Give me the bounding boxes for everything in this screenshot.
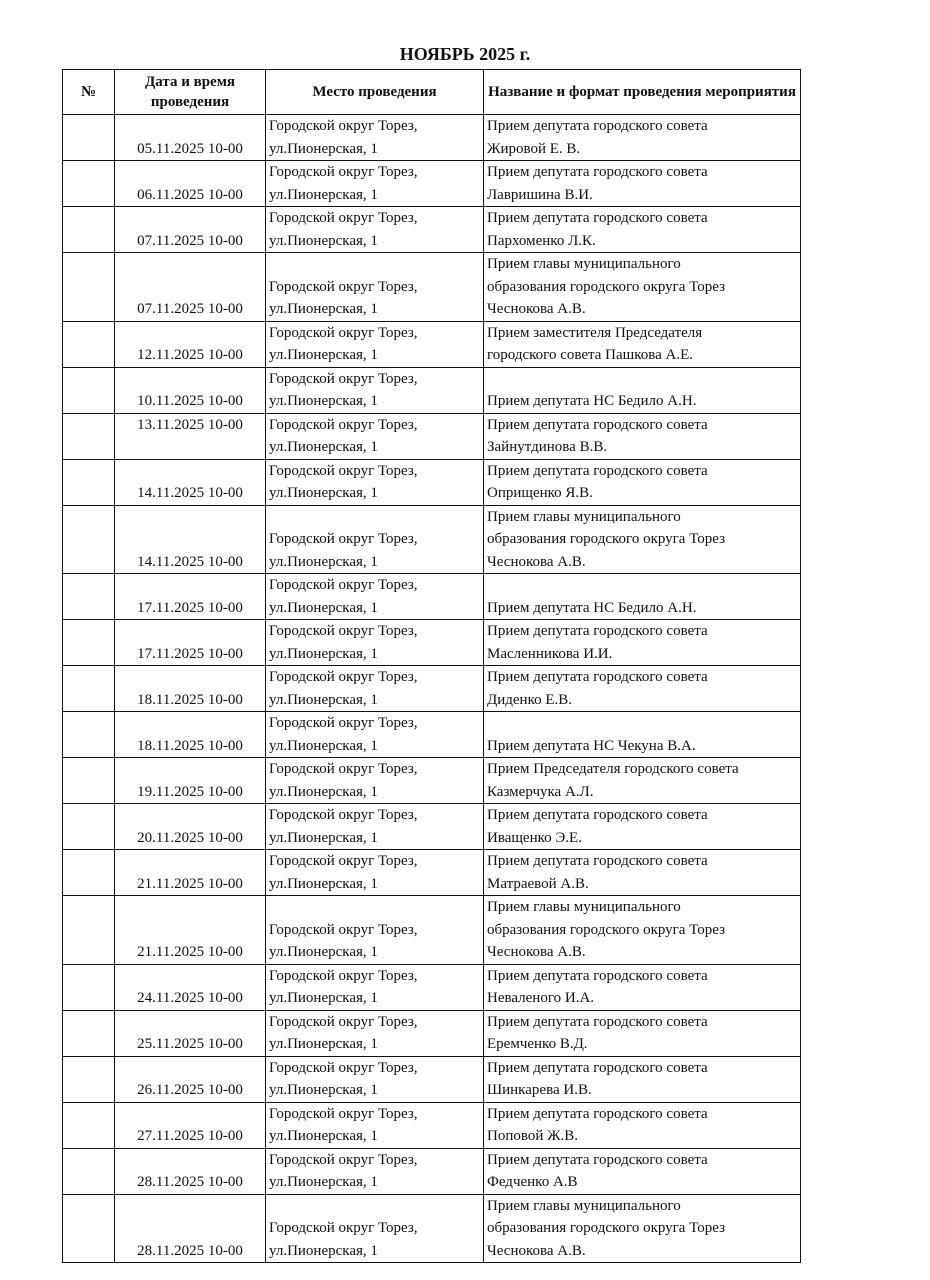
place-line: Городской округ Торез, [269,462,418,479]
row-event [484,253,801,322]
row-event [484,712,801,758]
row-date: 17.11.2025 10-00 [115,620,266,666]
row-date: 07.11.2025 10-00 [115,253,266,322]
row-place [266,1194,484,1263]
row-event [484,321,801,367]
event-line: Прием депутата городского совета [487,1013,708,1030]
row-event [484,207,801,253]
event-line: Чеснокова А.В. [487,301,586,317]
event-line: Чеснокова А.В. [487,944,586,960]
place-line: Городской округ Торез, [269,715,418,731]
row-number [63,1148,115,1194]
place-line: Городской округ Торез, [269,531,418,547]
place-line: Городской округ Торез, [269,623,418,639]
event-line: Оприщенко Я.В. [487,485,593,501]
row-event [484,1010,801,1056]
event-line: Прием депутата городского совета [487,807,708,823]
event-line: Еремченко В.Д. [487,1036,588,1052]
event-line: Прием депутата городского совета [487,853,708,869]
place-line: Городской округ Торез, [269,118,418,134]
row-event [484,161,801,207]
row-place [266,413,484,459]
event-line: Прием депутата городского совета [487,1151,708,1168]
event-line: Прием депутата городского совета [487,967,708,984]
event-line: Прием депутата городского совета [487,1105,708,1122]
row-number [63,964,115,1010]
row-event [484,758,801,804]
place-line: Городской округ Торез, [269,1220,418,1236]
place-line: ул.Пионерская, 1 [269,829,378,846]
row-number [63,505,115,574]
row-date: 13.11.2025 10-00 [115,413,266,459]
event-line: Прием депутата НС Бедило А.Н. [487,393,697,409]
event-line: Матраевой А.В. [487,875,589,892]
event-line: Прием депутата городского совета [487,118,708,134]
row-number [63,1010,115,1056]
row-number [63,321,115,367]
event-line: Иващенко Э.Е. [487,829,582,846]
row-event [484,1102,801,1148]
row-number [63,207,115,253]
table-row [63,367,801,413]
place-line: ул.Пионерская, 1 [269,1242,378,1259]
table-row [63,253,801,322]
row-place [266,758,484,804]
event-line: Пархоменко Л.К. [487,232,596,249]
row-event [484,1194,801,1263]
row-event [484,115,801,161]
row-event [484,620,801,666]
row-date: 06.11.2025 10-00 [115,161,266,207]
event-line: образования городского округа Торез [487,921,726,938]
place-line: Городской округ Торез, [269,1151,418,1168]
place-line: ул.Пионерская, 1 [269,783,378,800]
row-date: 10.11.2025 10-00 [115,367,266,413]
place-line: Городской округ Торез, [269,1059,418,1076]
row-date: 19.11.2025 10-00 [115,758,266,804]
table-row [63,161,801,207]
place-line: Городской округ Торез, [269,921,418,938]
row-event [484,367,801,413]
row-event [484,1148,801,1194]
place-line: Городской округ Торез, [269,807,418,823]
event-line: Диденко Е.В. [487,691,573,708]
row-place [266,321,484,367]
place-line: ул.Пионерская, 1 [269,393,378,409]
row-number [63,758,115,804]
row-event [484,459,801,505]
place-line: Городской округ Торез, [269,967,418,984]
row-place [266,367,484,413]
event-line: Прием главы муниципального [487,899,681,915]
row-number [63,574,115,620]
page-title: НОЯБРЬ 2025 г. [399,44,531,64]
header-place: Место проведения [266,70,484,115]
row-place [266,620,484,666]
event-line: Шинкарева И.В. [487,1082,592,1098]
row-place [266,505,484,574]
row-number [63,161,115,207]
row-number [63,850,115,896]
row-date: 18.11.2025 10-00 [115,666,266,712]
row-date: 20.11.2025 10-00 [115,804,266,850]
header-number: № [63,70,115,115]
row-event [484,574,801,620]
event-line: Прием депутата НС Бедило А.Н. [487,599,697,616]
row-event [484,896,801,965]
row-date: 14.11.2025 10-00 [115,505,266,574]
event-line: Прием депутата городского совета [487,669,708,685]
event-line: Прием депутата городского совета [487,416,708,433]
place-line: ул.Пионерская, 1 [269,1036,378,1052]
row-date: 28.11.2025 10-00 [115,1148,266,1194]
row-number [63,620,115,666]
row-place [266,804,484,850]
event-line: Прием главы муниципального [487,508,681,525]
place-line: ул.Пионерская, 1 [269,553,378,570]
row-place [266,964,484,1010]
row-date: 05.11.2025 10-00 [115,115,266,161]
table-row [63,964,801,1010]
place-line: ул.Пионерская, 1 [269,1082,378,1098]
place-line: Городской округ Торез, [269,669,418,685]
event-line: Прием депутата городского совета [487,623,708,639]
row-number [63,115,115,161]
place-line: Городской округ Торез, [269,761,418,777]
row-event [484,964,801,1010]
place-line: Городской округ Торез, [269,1105,418,1122]
event-line: образования городского округа Торез [487,278,726,295]
event-line: Поповой Ж.В. [487,1128,579,1144]
row-number [63,1194,115,1263]
table-row [63,1148,801,1194]
row-place [266,253,484,322]
row-number [63,1102,115,1148]
row-date: 28.11.2025 10-00 [115,1194,266,1263]
table-row [63,459,801,505]
place-line: ул.Пионерская, 1 [269,875,378,892]
row-number [63,712,115,758]
table-row [63,896,801,965]
row-date: 21.11.2025 10-00 [115,896,266,965]
table-row [63,850,801,896]
place-line: ул.Пионерская, 1 [269,599,378,616]
row-number [63,413,115,459]
row-place [266,1056,484,1102]
row-date: 25.11.2025 10-00 [115,1010,266,1056]
row-date: 17.11.2025 10-00 [115,574,266,620]
table-row [63,505,801,574]
place-line: ул.Пионерская, 1 [269,301,378,317]
table-row [63,115,801,161]
place-line: Городской округ Торез, [269,416,418,433]
header-date: Дата и время проведения [115,70,266,115]
place-line: ул.Пионерская, 1 [269,1174,378,1190]
table-row [63,804,801,850]
event-line: образования городского округа Торез [487,1220,726,1236]
row-place [266,161,484,207]
place-line: ул.Пионерская, 1 [269,645,378,662]
row-place [266,459,484,505]
place-line: ул.Пионерская, 1 [269,232,378,249]
event-line: Федченко А.В [487,1174,578,1190]
place-line: ул.Пионерская, 1 [269,737,378,754]
place-line: Городской округ Торез, [269,577,418,593]
event-line: Прием главы муниципального [487,1197,681,1214]
row-number [63,367,115,413]
row-place [266,1102,484,1148]
place-line: Городской округ Торез, [269,853,418,869]
event-line: Прием депутата городского совета [487,164,708,180]
row-place [266,1010,484,1056]
row-event [484,1056,801,1102]
table-header-row [63,70,801,115]
row-number [63,896,115,965]
place-line: ул.Пионерская, 1 [269,990,378,1006]
place-line: Городской округ Торез, [269,164,418,180]
event-line: Неваленого И.А. [487,990,595,1006]
row-place [266,712,484,758]
table-row [63,666,801,712]
header-event: Название и формат проведения мероприятия [484,70,801,115]
schedule-table [62,69,801,1263]
table-row [63,321,801,367]
table-row [63,712,801,758]
row-date: 18.11.2025 10-00 [115,712,266,758]
table-row [63,574,801,620]
row-number [63,253,115,322]
event-line: Прием главы муниципального [487,256,681,272]
place-line: ул.Пионерская, 1 [269,1128,378,1144]
place-line: ул.Пионерская, 1 [269,485,378,501]
row-place [266,115,484,161]
event-line: Прием депутата городского совета [487,210,708,226]
row-event [484,413,801,459]
row-event [484,666,801,712]
row-date: 24.11.2025 10-00 [115,964,266,1010]
event-line: Прием заместителя Председателя [487,324,703,341]
row-date: 21.11.2025 10-00 [115,850,266,896]
event-line: Прием депутата городского совета [487,462,708,479]
event-line: городского совета Пашкова А.Е. [487,347,694,363]
row-event [484,505,801,574]
table-row [63,758,801,804]
event-line: Чеснокова А.В. [487,1242,586,1259]
row-date: 14.11.2025 10-00 [115,459,266,505]
event-line: Прием депутата городского совета [487,1059,708,1076]
place-line: ул.Пионерская, 1 [269,186,378,203]
row-number [63,1056,115,1102]
row-place [266,896,484,965]
table-row [63,1056,801,1102]
place-line: ул.Пионерская, 1 [269,944,378,960]
event-line: Прием депутата НС Чекуна В.А. [487,737,696,754]
place-line: ул.Пионерская, 1 [269,347,378,363]
place-line: ул.Пионерская, 1 [269,691,378,708]
row-place [266,207,484,253]
event-line: Зайнутдинова В.В. [487,439,608,455]
event-line: Масленникова И.И. [487,645,613,662]
event-line: Жировой Е. В. [487,140,581,157]
table-row [63,620,801,666]
place-line: ул.Пионерская, 1 [269,439,378,455]
event-line: Прием Председателя городского совета [487,761,739,777]
table-row [63,1194,801,1263]
row-date: 12.11.2025 10-00 [115,321,266,367]
table-body [63,115,801,1263]
row-date: 27.11.2025 10-00 [115,1102,266,1148]
event-line: Чеснокова А.В. [487,553,586,570]
table-row [63,413,801,459]
row-number [63,459,115,505]
event-line: Казмерчука А.Л. [487,783,594,800]
row-place [266,850,484,896]
table-row [63,1010,801,1056]
place-line: Городской округ Торез, [269,370,418,387]
row-place [266,1148,484,1194]
row-number [63,804,115,850]
row-date: 26.11.2025 10-00 [115,1056,266,1102]
table-row [63,1102,801,1148]
place-line: Городской округ Торез, [269,278,418,295]
place-line: Городской округ Торез, [269,324,418,341]
event-line: образования городского округа Торез [487,531,726,547]
row-event [484,804,801,850]
row-place [266,574,484,620]
table-row [63,207,801,253]
row-place [266,666,484,712]
row-event [484,850,801,896]
row-date: 07.11.2025 10-00 [115,207,266,253]
place-line: Городской округ Торез, [269,1013,418,1030]
event-line: Лавришина В.И. [487,186,593,203]
place-line: ул.Пионерская, 1 [269,140,378,157]
place-line: Городской округ Торез, [269,210,418,226]
row-number [63,666,115,712]
